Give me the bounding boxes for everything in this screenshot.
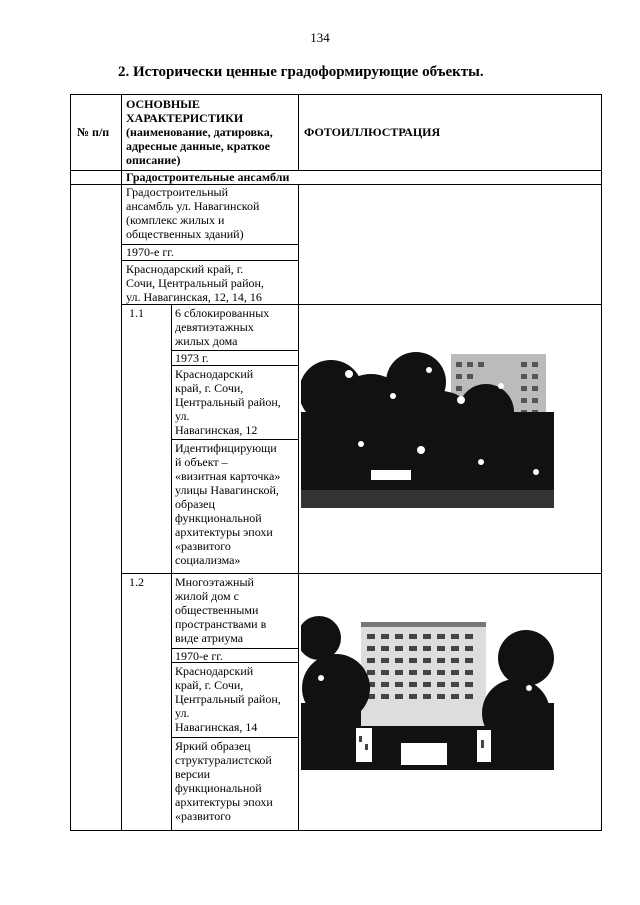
text-line: общественными [175,603,259,617]
text-line: архитектуры эпохи [175,525,273,539]
item-address [175,664,297,734]
item-date: 1970-е гг. [175,649,223,663]
text-line: образец [175,497,215,511]
text-line: Краснодарский край, г. [126,262,244,276]
text-line: функциональной [175,781,262,795]
text-line: жилой дом с [175,589,239,603]
row-divider [171,439,298,440]
text-line: функциональной [175,511,262,525]
text-line: Краснодарский [175,664,254,678]
ensemble-address [126,262,298,304]
header-main-line: (наименование, датировка, [126,125,273,139]
text-line: ул. [175,409,190,423]
item-number: 1.2 [129,575,144,589]
text-line: виде атриума [175,631,244,645]
header-num: № п/п [77,125,110,139]
text-line: общественных зданий) [126,227,244,241]
header-main-line: описание) [126,153,181,167]
text-line: пространствами в [175,617,267,631]
header-main-line: ОСНОВНЫЕ [126,97,200,111]
text-line: «развитого [175,809,231,823]
item-name [175,575,297,645]
characteristics-table [70,94,602,831]
item-date: 1973 г. [175,351,209,365]
text-line: архитектуры эпохи [175,795,273,809]
header-main [126,97,298,167]
text-line: «развитого [175,539,231,553]
text-line: Яркий образец [175,739,251,753]
section-title: 2. Исторически ценные градоформирующие объекты. [118,64,484,80]
text-line: Идентифицирующи [175,441,277,455]
col-divider [298,95,299,170]
text-line: Градостроительный [126,185,228,199]
text-line: край, г. Сочи, [175,678,244,692]
text-line: жилых дома [175,334,238,348]
header-main-line: адресные данные, краткое [126,139,270,153]
text-line: Центральный район, [175,692,281,706]
item-number: 1.1 [129,306,144,320]
ensemble-date: 1970-е гг. [126,245,174,259]
text-line: ул. [175,706,190,720]
row-divider [121,573,601,574]
text-line: улицы Навагинской, [175,483,279,497]
text-line: социализма» [175,553,241,567]
text-line: Центральный район, [175,395,281,409]
col-divider [121,95,122,830]
row-divider [121,260,298,261]
photo-residential-blocks [301,352,554,508]
text-line: «визитная карточка» [175,469,281,483]
text-line: Навагинская, 14 [175,720,258,734]
text-line: структуралистской [175,753,272,767]
row-divider [121,304,601,305]
item-description [175,441,297,567]
text-line: Сочи, Центральный район, [126,276,264,290]
col-divider [171,304,172,830]
row-divider [171,737,298,738]
text-line: девятиэтажных [175,320,254,334]
item-name [175,306,297,348]
row-divider [171,365,298,366]
page-number: 134 [310,30,330,45]
text-line: версии [175,767,211,781]
item-description [175,739,297,823]
col-divider [298,184,299,830]
item-address [175,367,297,437]
text-line: Навагинская, 12 [175,423,258,437]
text-line: (комплекс жилых и [126,213,225,227]
text-line: Краснодарский [175,367,254,381]
text-line: Многоэтажный [175,575,254,589]
text-line: край, г. Сочи, [175,381,244,395]
ensemble-name [126,185,298,241]
photo-atrium-building [301,608,554,770]
text-line: ул. Навагинская, 12, 14, 16 [126,290,262,304]
text-line: 6 сблокированных [175,306,270,320]
text-line: й объект – [175,455,228,469]
header-photo: ФОТОИЛЛЮСТРАЦИЯ [304,125,441,139]
header-main-line: ХАРАКТЕРИСТИКИ [126,111,244,125]
text-line: ансамбль ул. Навагинской [126,199,260,213]
group-title: Градостроительные ансамбли [126,170,290,184]
